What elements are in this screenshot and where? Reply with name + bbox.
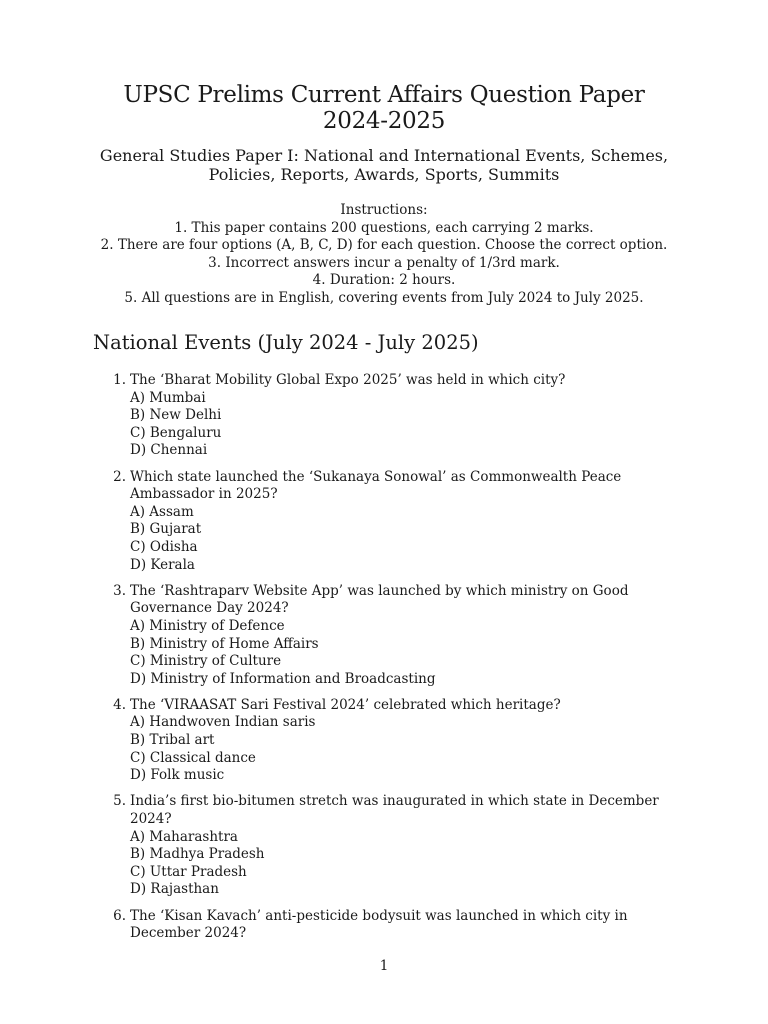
page-subtitle — [60, 146, 708, 184]
option-c: C) Odisha — [130, 538, 198, 555]
question-number: 3. — [113, 582, 126, 599]
option-a: A) Mumbai — [130, 389, 206, 406]
option-a: A) Assam — [130, 503, 194, 520]
option-b: B) New Delhi — [130, 407, 222, 424]
instructions-heading: Instructions: — [340, 202, 428, 218]
question-text: The ‘VIRAASAT Sari Festival 2024’ celebrated which heritage? — [130, 696, 561, 713]
option-a: A) Handwoven Indian saris — [130, 714, 316, 731]
question-number: 1. — [113, 372, 126, 388]
option-a: A) Maharashtra — [130, 828, 238, 845]
option-b: B) Madhya Pradesh — [130, 846, 265, 863]
option-c: C) Uttar Pradesh — [130, 863, 247, 880]
question-text: Which state launched the ‘Sukanaya Sonowal’ as Commonwealth Peace Ambassador in 2025? — [130, 468, 622, 503]
instruction-item: 3. Incorrect answers incur a penalty of 1/3rd mark. — [208, 254, 560, 271]
option-d: D) Rajasthan — [130, 881, 219, 898]
instructions-block — [0, 202, 768, 308]
option-c: C) Bengaluru — [130, 424, 222, 441]
option-d: D) Kerala — [130, 556, 195, 573]
question-text: India’s first bio-bitumen stretch was inaugurated in which state in December 2024? — [130, 793, 659, 828]
question-item — [108, 583, 680, 689]
question-item — [108, 372, 680, 460]
option-b: B) Gujarat — [130, 521, 202, 538]
instruction-item: 5. All questions are in English, covering events from July 2024 to July 2025. — [124, 289, 644, 306]
option-d: D) Chennai — [130, 442, 208, 459]
page-number: 1 — [379, 958, 389, 974]
question-list — [108, 372, 680, 951]
option-c: C) Ministry of Culture — [130, 653, 282, 670]
section-heading: National Events (July 2024 - July 2025) — [93, 331, 479, 354]
page-title — [0, 82, 768, 134]
subtitle-line-1: General Studies Paper I: National and International Events, Schemes, — [99, 146, 669, 165]
title-line-1: UPSC Prelims Current Affairs Question Paper — [123, 82, 645, 108]
instruction-item: 2. There are four options (A, B, C, D) for each question. Choose the correct option. — [100, 237, 668, 254]
question-item — [108, 469, 680, 575]
option-b: B) Tribal art — [130, 732, 215, 749]
question-item — [108, 908, 680, 943]
option-b: B) Ministry of Home Affairs — [130, 635, 319, 652]
question-number: 2. — [113, 468, 126, 485]
question-text: The ‘Kisan Kavach’ anti-pesticide bodysuit was launched in which city in December 2024? — [130, 907, 628, 942]
question-number: 6. — [113, 907, 126, 924]
option-c: C) Classical dance — [130, 749, 256, 766]
title-line-2: 2024-2025 — [322, 108, 446, 134]
subtitle-line-2: Policies, Reports, Awards, Sports, Summits — [208, 165, 560, 184]
option-a: A) Ministry of Defence — [130, 617, 285, 634]
instruction-item: 1. This paper contains 200 questions, each carrying 2 marks. — [174, 219, 594, 236]
question-item — [108, 793, 680, 899]
question-number: 4. — [113, 696, 126, 713]
question-item — [108, 697, 680, 785]
option-d: D) Folk music — [130, 767, 225, 784]
instruction-item: 4. Duration: 2 hours. — [312, 272, 456, 289]
option-d: D) Ministry of Information and Broadcasting — [130, 670, 436, 687]
question-text: The ‘Rashtraparv Website App’ was launched by which ministry on Good Governance Day 2024? — [130, 582, 629, 617]
question-number: 5. — [113, 793, 126, 810]
question-text: The ‘Bharat Mobility Global Expo 2025’ was held in which city? — [130, 372, 566, 388]
